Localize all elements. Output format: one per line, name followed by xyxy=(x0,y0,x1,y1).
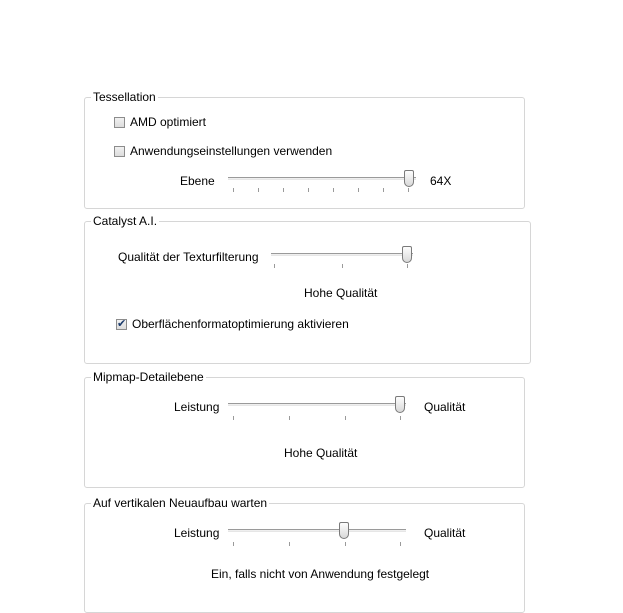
level-slider-tick xyxy=(308,188,309,192)
level-slider-tick xyxy=(258,188,259,192)
texture-filtering-thumb[interactable] xyxy=(402,246,412,263)
level-slider-tick xyxy=(233,188,234,192)
texture-filtering-tick xyxy=(342,264,343,268)
vsync-group xyxy=(84,496,525,613)
level-slider-track xyxy=(228,177,416,180)
mipmap-title: Mipmap-Detailebene xyxy=(93,370,204,384)
mipmap-thumb[interactable] xyxy=(395,396,405,413)
mipmap-tick xyxy=(289,416,290,420)
mipmap-value: Hohe Qualität xyxy=(284,446,358,460)
tessellation-title: Tessellation xyxy=(93,90,156,104)
vsync-thumb[interactable] xyxy=(339,522,349,539)
mipmap-slider[interactable] xyxy=(228,394,406,420)
vsync-slider[interactable] xyxy=(228,520,406,546)
mipmap-right-label: Qualität xyxy=(424,400,466,414)
level-label: Ebene xyxy=(180,174,215,188)
texture-filtering-track xyxy=(271,253,413,256)
amd-optimized-label[interactable]: AMD optimiert xyxy=(130,115,207,129)
vsync-tick xyxy=(289,542,290,546)
texture-filtering-tick xyxy=(274,264,275,268)
vsync-track xyxy=(228,529,406,532)
amd-optimized-checkbox[interactable] xyxy=(114,117,125,128)
level-slider-tick xyxy=(333,188,334,192)
texture-filtering-label: Qualität der Texturfilterung xyxy=(118,250,259,264)
mipmap-group xyxy=(84,370,525,488)
surface-format-checkbox[interactable] xyxy=(116,319,127,330)
level-slider-tick xyxy=(283,188,284,192)
vsync-right-label: Qualität xyxy=(424,526,466,540)
mipmap-tick xyxy=(400,416,401,420)
vsync-left-label: Leistung xyxy=(174,526,220,540)
level-value: 64X xyxy=(430,174,452,188)
level-slider-thumb[interactable] xyxy=(404,170,414,187)
mipmap-tick xyxy=(345,416,346,420)
use-app-settings-label[interactable]: Anwendungseinstellungen verwenden xyxy=(130,144,333,158)
vsync-value: Ein, falls nicht von Anwendung festgelegt xyxy=(211,567,430,581)
mipmap-track xyxy=(228,403,406,406)
vsync-tick xyxy=(233,542,234,546)
use-app-settings-checkbox[interactable] xyxy=(114,146,125,157)
level-slider-tick xyxy=(383,188,384,192)
mipmap-left-label: Leistung xyxy=(174,400,220,414)
texture-filtering-slider[interactable] xyxy=(271,244,413,270)
catalyst-ai-group xyxy=(84,214,531,364)
level-slider-tick xyxy=(358,188,359,192)
surface-format-label[interactable]: Oberflächenformatoptimierung aktivieren xyxy=(132,317,349,331)
vsync-title: Auf vertikalen Neuaufbau warten xyxy=(93,496,268,510)
vsync-tick xyxy=(400,542,401,546)
texture-filtering-tick xyxy=(407,264,408,268)
texture-filtering-value: Hohe Qualität xyxy=(304,286,378,300)
vsync-tick xyxy=(345,542,346,546)
level-slider-tick xyxy=(408,188,409,192)
tessellation-group xyxy=(84,90,525,209)
catalyst-ai-title: Catalyst A.I. xyxy=(93,214,158,228)
level-slider[interactable] xyxy=(228,168,416,194)
mipmap-tick xyxy=(233,416,234,420)
